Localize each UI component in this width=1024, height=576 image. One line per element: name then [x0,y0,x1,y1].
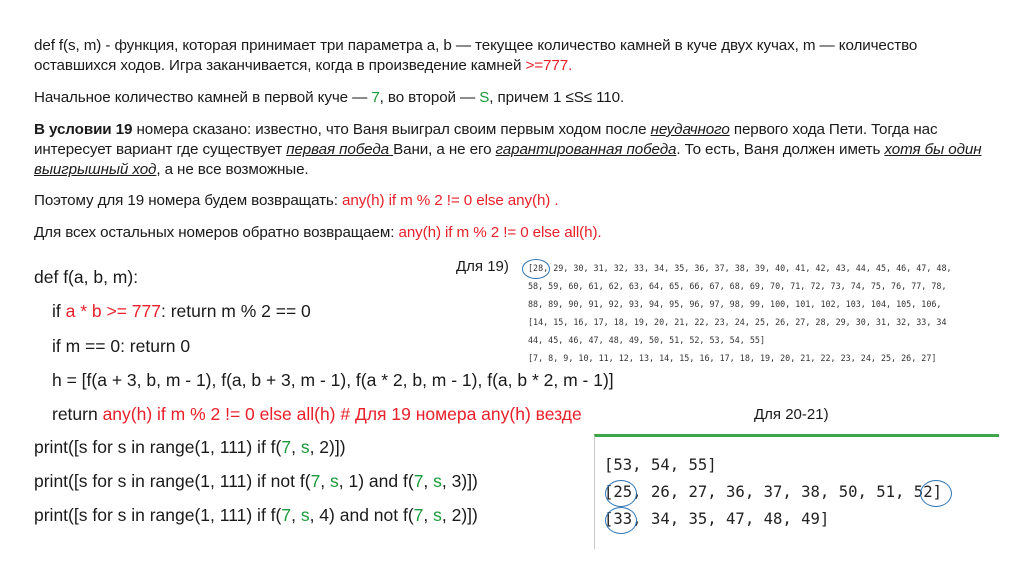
code-line-print-1 [34,436,346,458]
code-token: , 4) and not f( [309,505,414,525]
output-2021-line: [53, 54, 55] [604,456,717,474]
code-token: any(h) if m % 2 != 0 else all(h) # Для 19 номера any(h) везде [102,404,582,424]
code-token: , [291,505,301,525]
code-token: return [52,404,103,424]
condition-heading: В условии 19 [34,121,133,138]
output-19-label: Для 19) [456,258,509,275]
emphasis: хотя бы один выигрышный ход [34,141,982,178]
intro-paragraph-4 [34,191,994,211]
code-token: if [52,301,66,321]
second-heap-var: S [479,89,490,106]
code-token: s [330,471,339,491]
code-token: , 2)]) [441,505,478,525]
code-token: , [291,437,301,457]
text-segment: Вани, а не его [393,141,496,158]
text-segment: . То есть, Ваня должен иметь [676,141,885,158]
text-segment: первого хода Пети. Тогда нас интересует вариант где существует [34,121,938,158]
code-line-print-2 [34,470,478,492]
code-line-moves: h = [f(a + 3, b, m - 1), f(a, b + 3, m - 1), f(a * 2, b, m - 1), f(a, b * 2, m - 1)] [52,370,614,390]
text-segment: , причем 1 ≤S≤ 110. [489,89,625,106]
emphasis: неудачного [650,121,730,138]
output-2021-label: Для 20-21) [754,406,829,423]
code-line-if-m: if m == 0: return 0 [52,336,191,356]
highlight-circle [522,259,550,279]
code-token: , 1) and f( [338,471,414,491]
code-token: , [423,471,434,491]
intro-text: def f(s, m) - функция, которая принимает три параметра a, b — текущее количество камней в куче двух кучах, m — количество оставшихся ходов. Игра заканчивается, когда в произведение камней [34,37,918,74]
code-token: a * b >= 777 [65,301,161,321]
code-token: 7 [413,471,424,491]
code-token: , [320,471,331,491]
text-segment: Для всех остальных номеров обратно возвращаем: [34,224,399,241]
code-token: , [423,505,434,525]
code-token: 7 [413,505,424,525]
output-19-line: 44, 45, 46, 47, 48, 49, 50, 51, 52, 53, 54, 55] [528,335,765,345]
code-token: 7 [281,505,292,525]
highlight-circle [605,507,637,534]
output-19-line: [28, 29, 30, 31, 32, 33, 34, 35, 36, 37, 38, 39, 40, 41, 42, 43, 44, 45, 46, 47, 48, [528,263,952,273]
highlight-circle [920,480,952,507]
highlight-circle [605,480,637,507]
output-19-line: [7, 8, 9, 10, 11, 12, 13, 14, 15, 16, 17, 18, 19, 20, 21, 22, 23, 24, 25, 26, 27] [528,353,937,363]
first-heap-value: 7 [371,89,380,106]
code-token: s [433,505,442,525]
code-token: s [433,471,442,491]
emphasis: гарантированная победа [495,141,677,158]
code-line-print-3 [34,504,478,526]
return-expression: any(h) if m % 2 != 0 else all(h). [398,224,602,241]
code-token: print([s for s in range(1, 111) if f( [34,505,282,525]
output-19-line: 88, 89, 90, 91, 92, 93, 94, 95, 96, 97, 98, 99, 100, 101, 102, 103, 104, 105, 106, [528,299,942,309]
code-token: print([s for s in range(1, 111) if f( [34,437,282,457]
intro-paragraph-1 [34,36,994,76]
threshold-value: >=777. [525,57,573,74]
intro-paragraph-3 [34,120,994,180]
text-segment: Начальное количество камней в первой куче — [34,89,372,106]
code-token: : return m % 2 == 0 [161,301,311,321]
text-segment: Поэтому для 19 номера будем возвращать: [34,192,342,209]
output-19-line: [14, 15, 16, 17, 18, 19, 20, 21, 22, 23, 24, 25, 26, 27, 28, 29, 30, 31, 32, 33, 34 [528,317,947,327]
code-line-return [52,403,582,425]
return-expression: any(h) if m % 2 != 0 else any(h) . [342,192,559,209]
intro-paragraph-2 [34,88,994,108]
code-token: , 3)]) [441,471,478,491]
text-segment: , а не все возможные. [156,161,309,178]
code-token: , 2)]) [309,437,346,457]
output-2021-line: [25, 26, 27, 36, 37, 38, 50, 51, 52] [604,483,942,501]
code-line-if-product [52,300,311,322]
text-segment: , во второй — [379,89,480,106]
emphasis: первая победа [286,141,394,158]
code-token: print([s for s in range(1, 111) if not f( [34,471,311,491]
code-token: s [300,437,310,457]
intro-paragraph-5 [34,223,994,243]
output-19-line: 58, 59, 60, 61, 62, 63, 64, 65, 66, 67, 68, 69, 70, 71, 72, 73, 74, 75, 76, 77, 78, [528,281,947,291]
text-segment: номера сказано: известно, что Ваня выиграл своим первым ходом после [132,121,651,138]
output-2021-line: [33, 34, 35, 47, 48, 49] [604,510,830,528]
code-line-def: def f(a, b, m): [34,267,139,287]
code-token: 7 [281,437,292,457]
code-token: 7 [310,471,321,491]
code-token: s [300,505,310,525]
